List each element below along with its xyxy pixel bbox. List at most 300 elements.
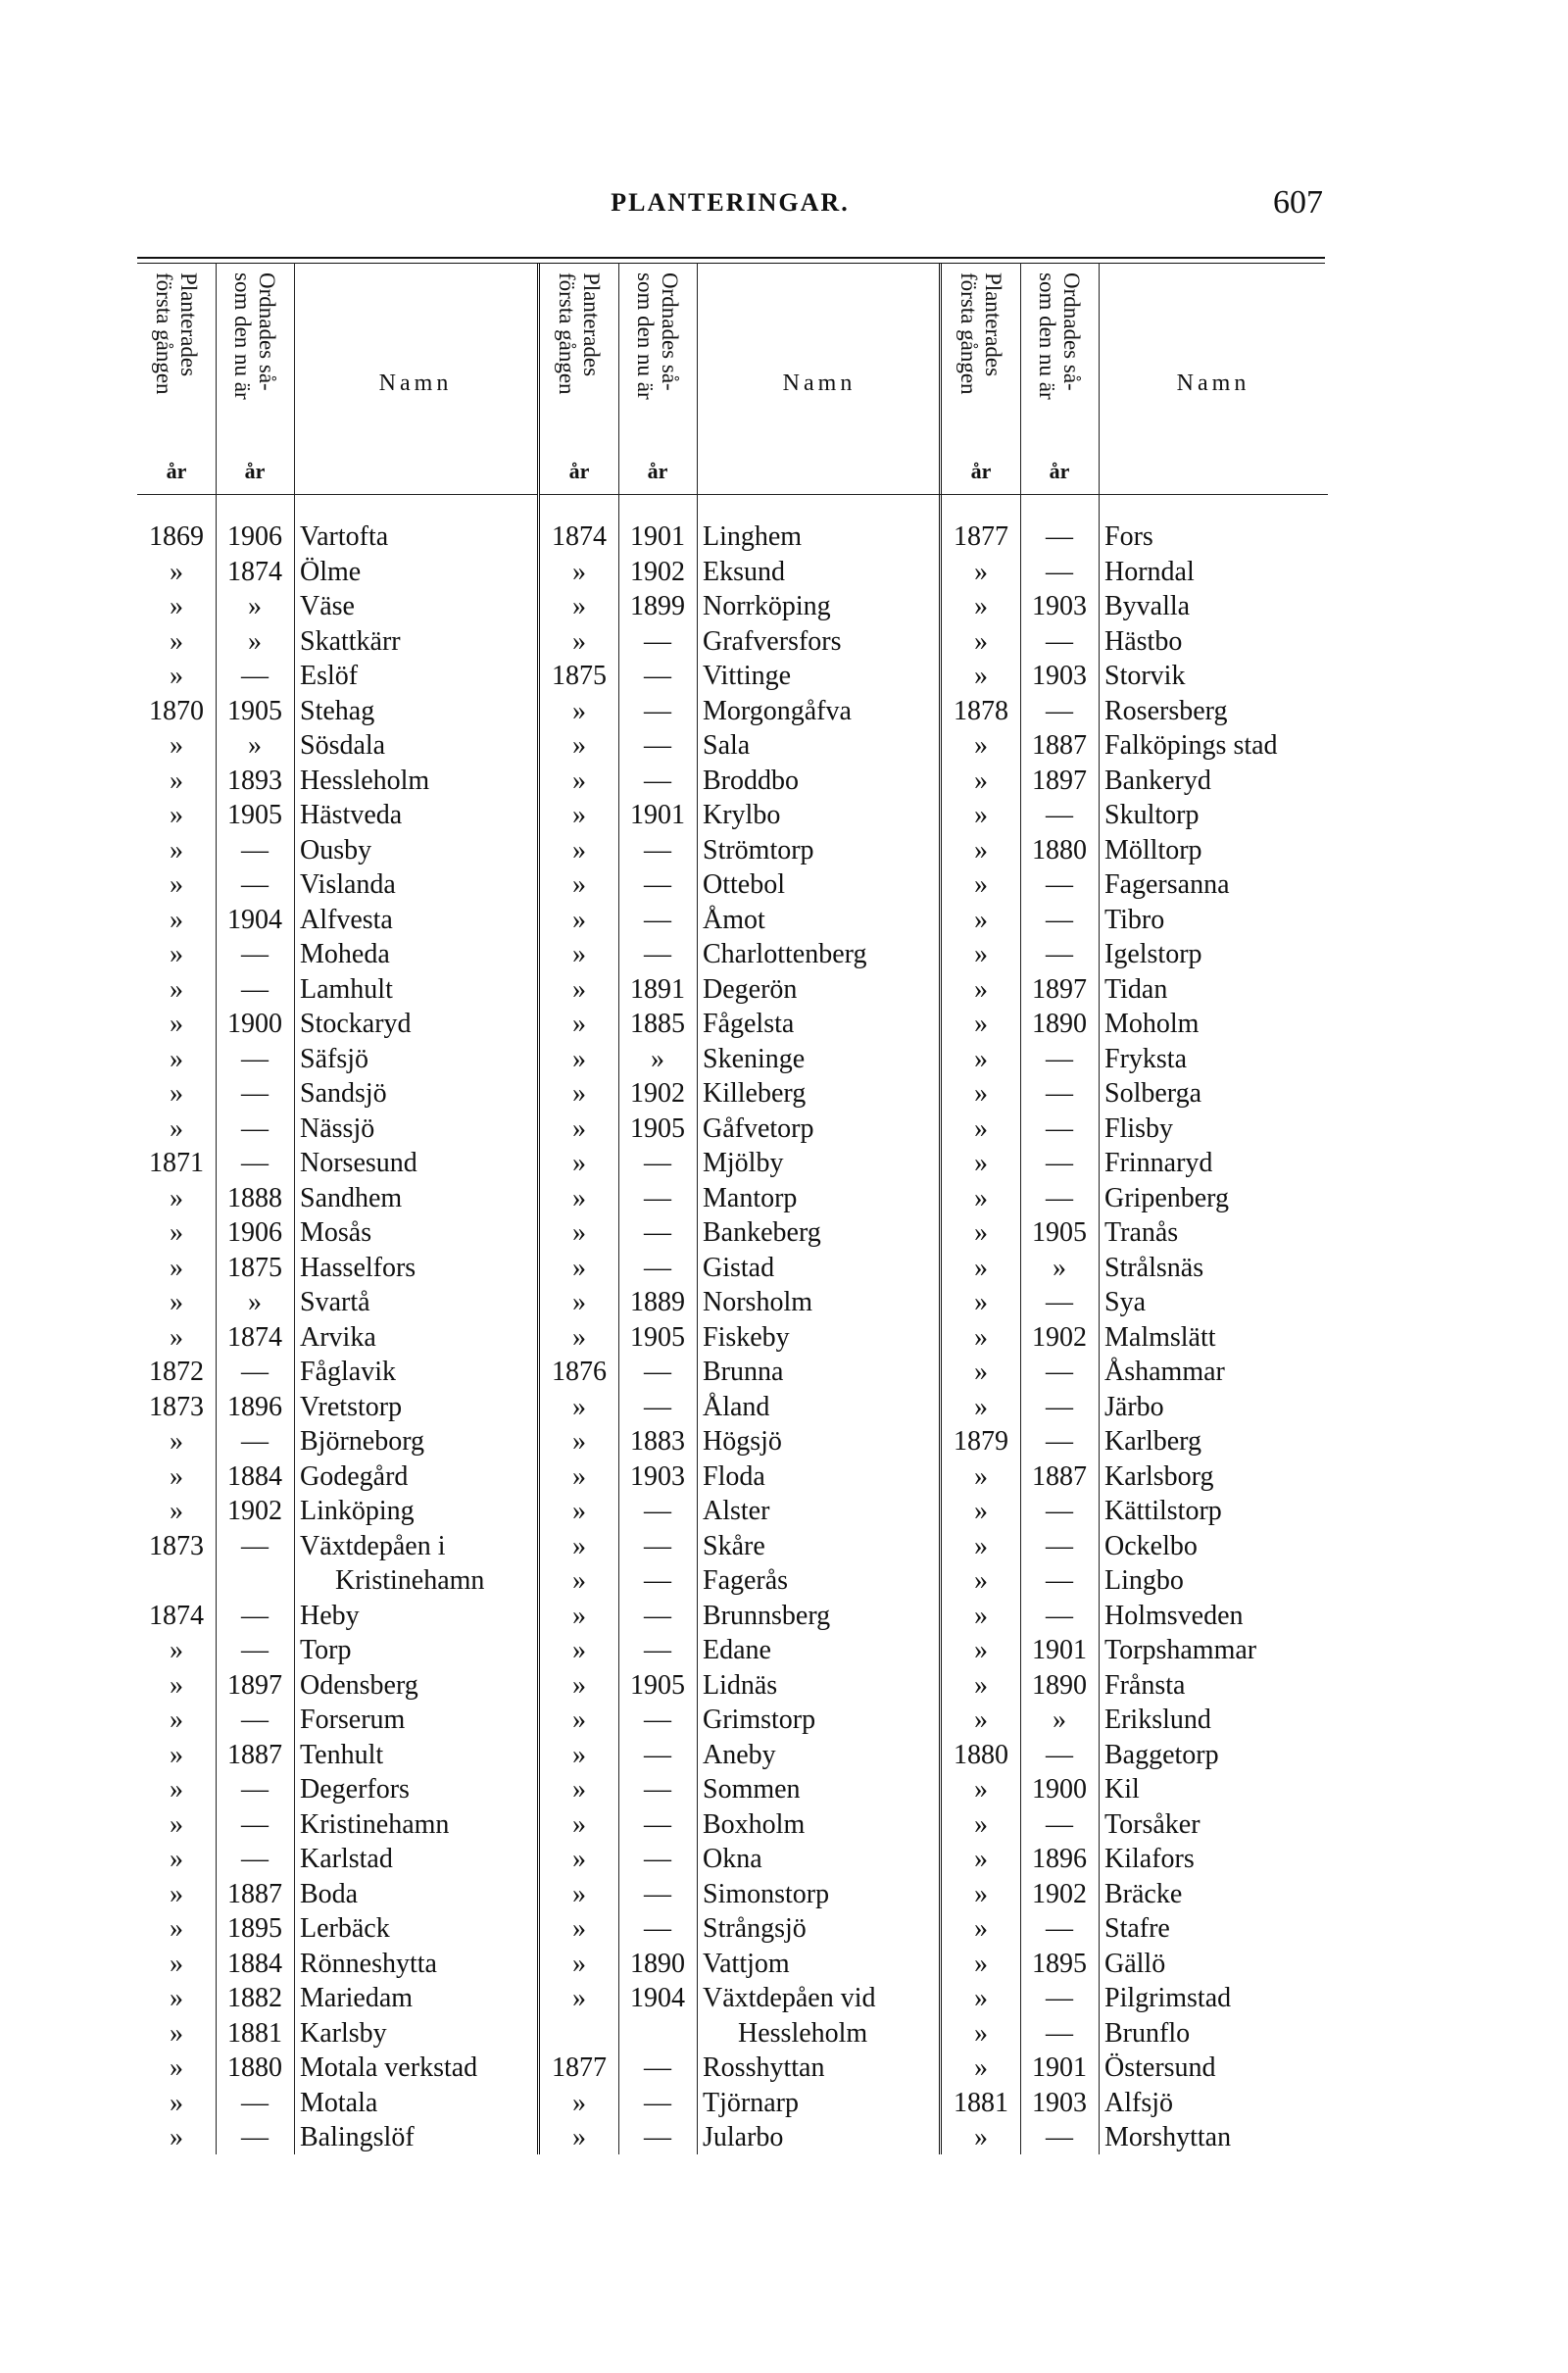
cell-place-name: Lidnäs: [703, 1669, 778, 1701]
cell-planted-year: »: [974, 1217, 988, 1248]
cell-planted-year: »: [572, 695, 586, 726]
cell-place-name: Balingslöf: [300, 2122, 415, 2152]
cell-ordered-year: 1902: [227, 1496, 282, 1526]
cell-ordered-year: —: [644, 2122, 671, 2152]
cell-place-name: Lingbo: [1104, 1565, 1184, 1596]
cell-planted-year: »: [974, 1391, 988, 1422]
cell-ordered-year: —: [1046, 1739, 1073, 1770]
cell-planted-year: »: [974, 1983, 988, 2013]
cell-ordered-year: 1889: [630, 1287, 685, 1317]
cell-place-name: Stafre: [1104, 1913, 1170, 1944]
cell-ordered-year: —: [241, 1635, 269, 1665]
cell-ordered-year: —: [644, 1705, 671, 1735]
table-row: [540, 1877, 942, 1912]
table-row: [137, 1599, 537, 1634]
table-row: [137, 1390, 537, 1425]
cell-planted-year: »: [572, 1983, 586, 2013]
table-row: [540, 1981, 942, 2016]
cell-place-name: Brunflo: [1104, 2017, 1191, 2049]
cell-place-name: Gistad: [703, 1252, 775, 1283]
cell-ordered-year: —: [644, 1774, 671, 1804]
table-row: [540, 1007, 942, 1042]
cell-ordered-year: —: [644, 625, 671, 657]
table-row: [942, 728, 1328, 764]
cell-ordered-year: —: [1046, 1148, 1073, 1178]
cell-planted-year: »: [170, 1948, 183, 1979]
table-row: [942, 1529, 1328, 1564]
table-row: [942, 1285, 1328, 1320]
table-row: [137, 519, 537, 555]
cell-ordered-year: 1874: [227, 556, 282, 587]
table-row: [540, 1772, 942, 1807]
cell-place-name: Hästveda: [300, 800, 403, 830]
cell-ordered-year: —: [241, 1705, 269, 1735]
header-name: Namn: [782, 371, 857, 396]
cell-planted-year: 1878: [954, 695, 1008, 726]
table-row: [137, 1042, 537, 1077]
cell-ordered-year: [216, 1563, 294, 1599]
cell-place-name: Heby: [300, 1600, 360, 1631]
cell-ordered-year: 1905: [1032, 1217, 1087, 1248]
cell-ordered-year: 1887: [227, 1878, 282, 1909]
table-row: [137, 1146, 537, 1181]
table-row: [137, 1877, 537, 1912]
cell-ordered-year: —: [644, 1844, 671, 1874]
cell-planted-year: »: [974, 1078, 988, 1109]
cell-place-name: Nässjö: [300, 1112, 375, 1144]
cell-place-name: Broddbo: [703, 765, 799, 796]
cell-planted-year: »: [170, 1009, 183, 1039]
cell-place-name: Lerbäck: [300, 1913, 390, 1944]
cell-planted-year: »: [170, 2017, 183, 2049]
cell-planted-year: »: [974, 973, 988, 1005]
cell-planted-year: »: [974, 1774, 988, 1804]
cell-place-name: Gåfvetorp: [703, 1112, 814, 1144]
cell-ordered-year: 1887: [1032, 1460, 1087, 1492]
cell-ordered-year: [618, 2016, 697, 2052]
table-row: [942, 2051, 1328, 2086]
cell-place-name: Forserum: [300, 1705, 406, 1735]
cell-ordered-year: —: [644, 904, 671, 935]
table-row: [137, 1633, 537, 1668]
header-unit: år: [1049, 459, 1070, 483]
cell-planted-year: »: [572, 1600, 586, 1631]
cell-place-name: Frånsta: [1104, 1669, 1186, 1701]
table-row: [137, 2120, 537, 2155]
cell-place-name: Ockelbo: [1104, 1530, 1198, 1561]
cell-planted-year: »: [170, 661, 183, 691]
table-row: [942, 833, 1328, 868]
cell-place-name: Åland: [703, 1391, 770, 1422]
cell-planted-year: »: [572, 834, 586, 865]
cell-ordered-year: —: [644, 939, 671, 969]
table-row: [942, 1494, 1328, 1529]
cell-ordered-year: 1900: [227, 1009, 282, 1039]
table-row: [137, 555, 537, 590]
table-row: [137, 1112, 537, 1147]
cell-planted-year: »: [572, 1112, 586, 1144]
table-row: [942, 1459, 1328, 1495]
cell-place-name: Solberga: [1104, 1078, 1202, 1109]
page-header: [137, 184, 1323, 227]
cell-ordered-year: —: [1046, 625, 1073, 657]
cell-planted-year: »: [572, 1565, 586, 1596]
cell-planted-year: 1877: [954, 521, 1008, 552]
table-row: [540, 2086, 942, 2121]
cell-place-name: Tenhult: [300, 1739, 384, 1770]
table-row: [137, 903, 537, 938]
cell-place-name: Sala: [703, 730, 751, 761]
cell-planted-year: 1874: [149, 1600, 204, 1631]
table-row: [137, 1355, 537, 1390]
cell-ordered-year: —: [1046, 2122, 1073, 2152]
cell-place-name: Växtdepåen i: [300, 1530, 446, 1561]
cell-ordered-year: 1901: [1032, 1635, 1087, 1665]
header-name: Namn: [378, 371, 453, 396]
cell-planted-year: »: [572, 1705, 586, 1735]
cell-place-name: Sösdala: [300, 730, 386, 761]
cell-place-name: Växtdepåen vid: [703, 1983, 876, 2013]
cell-planted-year: 1873: [149, 1530, 204, 1561]
table-row: [942, 867, 1328, 903]
cell-ordered-year: —: [241, 1357, 269, 1387]
cell-planted-year: »: [170, 591, 183, 621]
cell-ordered-year: —: [644, 1530, 671, 1561]
cell-planted-year: »: [974, 625, 988, 657]
cell-planted-year: »: [572, 1808, 586, 1840]
cell-planted-year: »: [572, 869, 586, 900]
cell-ordered-year: —: [644, 1635, 671, 1665]
cell-planted-year: 1879: [954, 1426, 1008, 1457]
cell-place-name: Sommen: [703, 1774, 801, 1804]
cell-ordered-year: 1901: [1032, 2052, 1087, 2083]
cell-place-name: Åshammar: [1104, 1357, 1225, 1387]
cell-place-name: Grafversfors: [703, 625, 842, 657]
cell-place-name: Stockaryd: [300, 1009, 412, 1039]
cell-ordered-year: 1902: [1032, 1321, 1087, 1353]
cell-place-name: Horndal: [1104, 556, 1195, 587]
cell-planted-year: »: [170, 1774, 183, 1804]
cell-planted-year: »: [170, 1635, 183, 1665]
cell-ordered-year: —: [1046, 1357, 1073, 1387]
page-number: 607: [1273, 184, 1323, 221]
cell-planted-year: »: [572, 591, 586, 621]
cell-ordered-year: 1897: [227, 1669, 282, 1701]
cell-ordered-year: 1903: [1032, 2087, 1087, 2118]
cell-planted-year: »: [974, 1878, 988, 1909]
table-row: [137, 764, 537, 799]
cell-ordered-year: 1884: [227, 1460, 282, 1492]
cell-ordered-year: 1904: [630, 1983, 685, 2013]
cell-planted-year: »: [572, 1391, 586, 1422]
cell-ordered-year: —: [241, 1043, 269, 1074]
cell-ordered-year: —: [644, 869, 671, 900]
cell-planted-year: »: [572, 1669, 586, 1701]
table-row: [137, 798, 537, 833]
cell-place-name: Björneborg: [300, 1426, 425, 1457]
header-ordered: Ordnades så- som den nu är: [230, 272, 279, 400]
table-row: [942, 1042, 1328, 1077]
cell-ordered-year: —: [1046, 904, 1073, 935]
cell-ordered-year: —: [1046, 2017, 1073, 2049]
cell-place-name: Linghem: [703, 521, 803, 552]
cell-place-name: Fagerås: [703, 1565, 789, 1596]
cell-place-name: Igelstorp: [1104, 939, 1202, 969]
cell-ordered-year: 1893: [227, 765, 282, 796]
table-row: [137, 2051, 537, 2086]
cell-ordered-year: 1906: [227, 521, 282, 552]
cell-planted-year: »: [572, 973, 586, 1005]
cell-planted-year: »: [170, 556, 183, 587]
plantings-table: [137, 263, 1325, 2154]
cell-place-name: Falköpings stad: [1104, 730, 1278, 761]
table-row: [540, 659, 942, 694]
cell-planted-year: »: [974, 1321, 988, 1353]
cell-place-name: Karlsby: [300, 2017, 387, 2049]
cell-place-name: Kil: [1104, 1774, 1140, 1804]
cell-planted-year: »: [170, 1496, 183, 1526]
cell-planted-year: »: [974, 765, 988, 796]
cell-place-name: Fagersanna: [1104, 869, 1230, 900]
cell-place-name: Charlottenberg: [703, 939, 867, 969]
cell-planted-year: »: [572, 800, 586, 830]
cell-place-name: Edane: [703, 1635, 771, 1665]
cell-place-name: Gripenberg: [1104, 1182, 1229, 1213]
cell-place-name: Killeberg: [703, 1078, 807, 1109]
cell-planted-year: »: [572, 1739, 586, 1770]
table-row: [942, 1424, 1328, 1459]
cell-ordered-year: —: [1046, 1600, 1073, 1631]
cell-ordered-year: 1895: [1032, 1948, 1087, 1979]
cell-place-name: Godegård: [300, 1460, 409, 1492]
cell-planted-year: »: [572, 1496, 586, 1526]
cell-place-name: Eslöf: [300, 661, 359, 691]
cell-ordered-year: »: [1053, 1252, 1066, 1283]
table-row: [540, 2016, 942, 2052]
cell-planted-year: »: [974, 591, 988, 621]
cell-ordered-year: —: [241, 1844, 269, 1874]
cell-place-name: Bankeberg: [703, 1217, 821, 1248]
cell-ordered-year: —: [241, 834, 269, 865]
table-row: [137, 1668, 537, 1704]
cell-ordered-year: 1904: [227, 904, 282, 935]
cell-ordered-year: 1887: [227, 1739, 282, 1770]
cell-ordered-year: —: [644, 1600, 671, 1631]
cell-ordered-year: —: [241, 661, 269, 691]
cell-place-name: Sya: [1104, 1287, 1146, 1317]
table-row: [540, 903, 942, 938]
cell-ordered-year: —: [1046, 556, 1073, 587]
table-row: [137, 1563, 537, 1599]
table-row: [540, 1390, 942, 1425]
header-unit: år: [166, 459, 187, 483]
cell-place-name: Vittinge: [703, 661, 792, 691]
cell-planted-year: »: [974, 1148, 988, 1178]
table-row: [942, 1215, 1328, 1251]
table-row: [540, 1738, 942, 1773]
cell-place-name: Rönneshytta: [300, 1948, 437, 1979]
cell-ordered-year: 1903: [630, 1460, 685, 1492]
cell-planted-year: »: [572, 939, 586, 969]
cell-ordered-year: —: [644, 695, 671, 726]
table-row: [137, 589, 537, 624]
cell-planted-year: 1869: [149, 521, 204, 552]
table-row: [137, 1007, 537, 1042]
cell-ordered-year: 1885: [630, 1009, 685, 1039]
cell-ordered-year: —: [241, 1148, 269, 1178]
table-row: [137, 972, 537, 1008]
cell-planted-year: »: [974, 2052, 988, 2083]
cell-ordered-year: 1897: [1032, 765, 1087, 796]
cell-place-name: Väse: [300, 591, 355, 621]
cell-place-name: Mosås: [300, 1217, 372, 1248]
cell-place-name: Eksund: [703, 556, 785, 587]
table-row: [942, 659, 1328, 694]
cell-planted-year: [540, 2016, 618, 2052]
cell-ordered-year: 1900: [1032, 1774, 1087, 1804]
table-row: [137, 1494, 537, 1529]
cell-place-name: Fågelsta: [703, 1009, 795, 1039]
cell-planted-year: »: [170, 904, 183, 935]
cell-planted-year: »: [572, 1182, 586, 1213]
cell-planted-year: »: [170, 1287, 183, 1317]
cell-place-name: Erikslund: [1104, 1705, 1211, 1735]
cell-planted-year: »: [572, 1948, 586, 1979]
table-row: [540, 867, 942, 903]
table-row: [942, 2120, 1328, 2155]
table-row: [540, 1529, 942, 1564]
cell-planted-year: »: [170, 1705, 183, 1735]
cell-planted-year: »: [170, 1252, 183, 1283]
cell-place-name: Degerön: [703, 973, 798, 1005]
cell-place-name: Torpshammar: [1104, 1635, 1257, 1665]
cell-ordered-year: —: [241, 2087, 269, 2118]
table-row: [137, 1807, 537, 1843]
cell-ordered-year: —: [644, 661, 671, 691]
cell-place-name: Fåglavik: [300, 1357, 396, 1387]
cell-place-name: Morshyttan: [1104, 2122, 1232, 2152]
table-row: [942, 1877, 1328, 1912]
header-planted: Planterades första gången: [152, 272, 201, 395]
table-row: [137, 1703, 537, 1738]
cell-place-name: Vislanda: [300, 869, 396, 900]
table-row: [137, 1320, 537, 1356]
cell-ordered-year: —: [1046, 1983, 1073, 2013]
cell-planted-year: »: [170, 1217, 183, 1248]
header-unit: år: [647, 459, 668, 483]
cell-planted-year: »: [572, 556, 586, 587]
cell-planted-year: »: [974, 1252, 988, 1283]
cell-place-name: Motala verkstad: [300, 2052, 478, 2083]
cell-ordered-year: —: [241, 1112, 269, 1144]
header-ordered: Ordnades så- som den nu är: [1035, 272, 1084, 400]
cell-ordered-year: —: [644, 1391, 671, 1422]
cell-ordered-year: 1902: [1032, 1878, 1087, 1909]
cell-planted-year: »: [572, 1148, 586, 1178]
cell-ordered-year: 1883: [630, 1426, 685, 1457]
table-row: [540, 624, 942, 660]
cell-ordered-year: —: [241, 1426, 269, 1457]
cell-planted-year: »: [974, 1496, 988, 1526]
table-row: [540, 555, 942, 590]
cell-planted-year: »: [572, 1774, 586, 1804]
table-row: [137, 2086, 537, 2121]
cell-ordered-year: —: [1046, 1043, 1073, 1074]
cell-planted-year: 1880: [954, 1739, 1008, 1770]
cell-ordered-year: —: [1046, 1078, 1073, 1109]
table-row: [942, 1738, 1328, 1773]
cell-planted-year: »: [974, 1182, 988, 1213]
cell-place-name: Aneby: [703, 1739, 776, 1770]
cell-planted-year: »: [572, 765, 586, 796]
table-row: [942, 1007, 1328, 1042]
table-row: [540, 1112, 942, 1147]
cell-ordered-year: —: [241, 973, 269, 1005]
cell-ordered-year: —: [644, 730, 671, 761]
table-row: [942, 903, 1328, 938]
cell-planted-year: »: [572, 1217, 586, 1248]
cell-planted-year: »: [974, 1844, 988, 1874]
table-row: [540, 1599, 942, 1634]
table-row: [540, 694, 942, 729]
cell-planted-year: »: [974, 1669, 988, 1701]
table-row: [137, 1459, 537, 1495]
cell-ordered-year: »: [248, 1287, 262, 1317]
cell-place-name: Karlstad: [300, 1844, 393, 1874]
cell-planted-year: »: [974, 834, 988, 865]
table-row: [540, 1355, 942, 1390]
cell-place-name: Mjölby: [703, 1148, 784, 1178]
table-header: [137, 263, 537, 495]
cell-planted-year: »: [974, 1043, 988, 1074]
header-unit: år: [568, 459, 590, 483]
cell-ordered-year: 1901: [630, 521, 685, 552]
cell-ordered-year: 1875: [227, 1252, 282, 1283]
cell-planted-year: »: [170, 1112, 183, 1144]
cell-planted-year: »: [974, 1705, 988, 1735]
table-row: [137, 1842, 537, 1877]
cell-ordered-year: 1902: [630, 556, 685, 587]
cell-planted-year: »: [974, 869, 988, 900]
table-row: [137, 1285, 537, 1320]
cell-place-name: Skattkärr: [300, 625, 401, 657]
cell-place-name: Fiskeby: [703, 1321, 790, 1353]
table-section-2: [537, 263, 942, 2154]
cell-ordered-year: —: [644, 1878, 671, 1909]
cell-place-name: Okna: [703, 1844, 762, 1874]
cell-ordered-year: 1881: [227, 2017, 282, 2049]
cell-place-name: Norrköping: [703, 591, 831, 621]
table-row: [137, 1911, 537, 1947]
cell-planted-year: »: [974, 1948, 988, 1979]
cell-planted-year: »: [170, 730, 183, 761]
header-unit: år: [244, 459, 266, 483]
table-row: [540, 1285, 942, 1320]
table-row: [540, 1042, 942, 1077]
cell-planted-year: 1881: [954, 2087, 1008, 2118]
table-section-3: [939, 263, 1328, 2154]
table-header: [540, 263, 942, 495]
cell-planted-year: »: [572, 1460, 586, 1492]
cell-ordered-year: 1882: [227, 1983, 282, 2013]
cell-place-name: Kilafors: [1104, 1844, 1195, 1874]
cell-ordered-year: —: [1046, 1496, 1073, 1526]
cell-ordered-year: 1903: [1032, 661, 1087, 691]
table-row: [942, 937, 1328, 972]
cell-planted-year: »: [974, 2122, 988, 2152]
cell-planted-year: »: [572, 625, 586, 657]
cell-ordered-year: —: [1046, 1391, 1073, 1422]
